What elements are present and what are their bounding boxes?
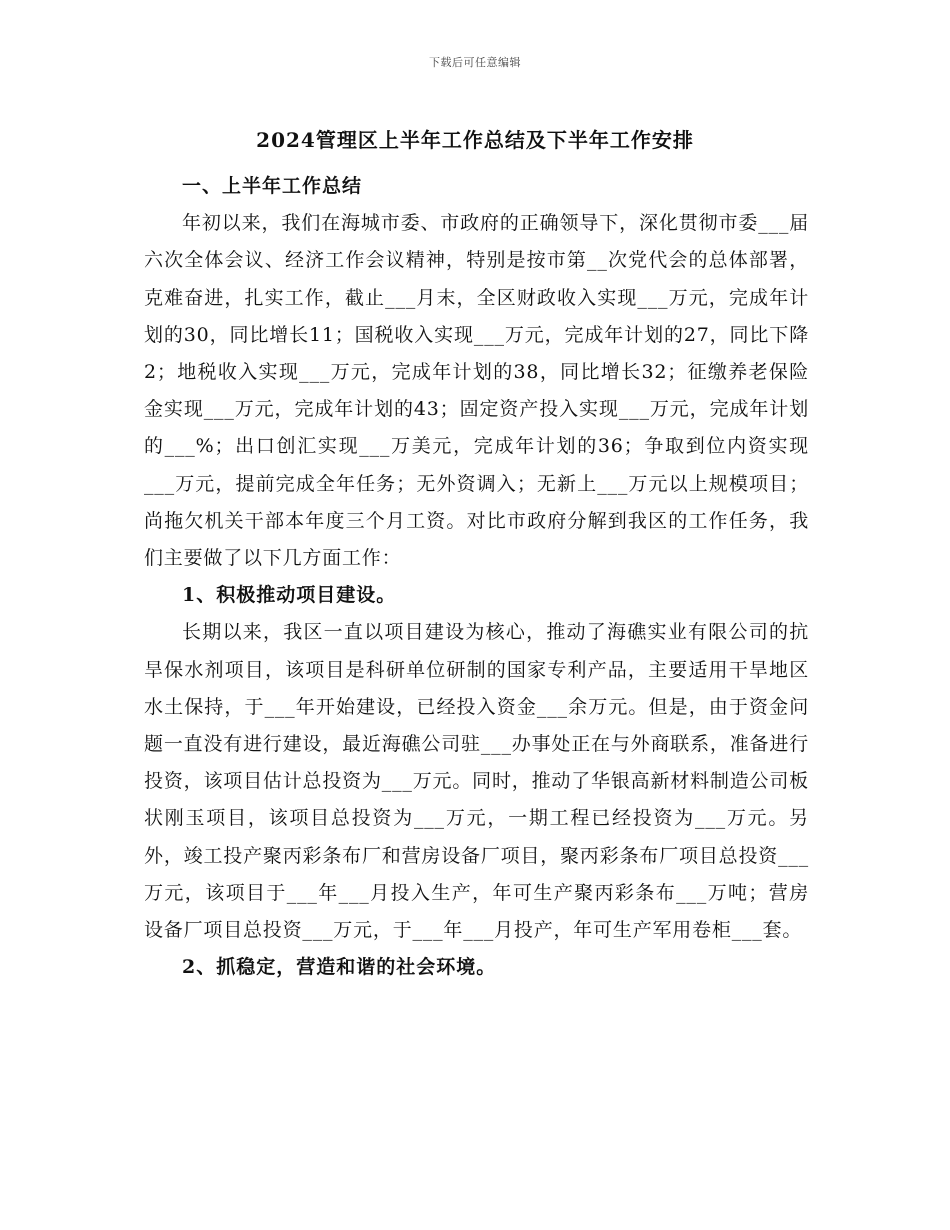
section-heading-summary: 一、上半年工作总结 (182, 175, 363, 197)
paragraph-overview: 年初以来，我们在海城市委、市政府的正确领导下，深化贯彻市委___届六次全体会议、经济工作会议精神，特别是按市第__次党代会的总体部署，克难奋进，扎实工作，截止___月末，全区财政收入实现___万元，完成年计划的30，同比增长11；国税收入实现___万元，完成年计划的27，同比下降2；地税收入实现___万元，完成年计划的38，同比增长32；征缴养老保险金实现___万元，完成年计划的43；固定资产投入实现___万元，完成年计划的___%；出口创汇实现___万美元，完成年计划的36；争取到位内资实现___万元，提前完成全年任务；无外资调入；无新上___万元以上规模项目；尚拖欠机关干部本年度三个月工资。对比市政府分解到我区的工作任务，我们主要做了以下几方面工作： (144, 212, 809, 570)
document-body (144, 168, 809, 986)
subheading-project-construction: 1、积极推动项目建设。 (182, 584, 397, 607)
subheading-stability: 2、抓稳定，营造和谐的社会环境。 (182, 956, 497, 979)
page-title: 2024管理区上半年工作总结及下半年工作安排 (256, 128, 694, 152)
header-note: 下载后可任意编辑 (429, 56, 521, 69)
paragraph-projects: 长期以来，我区一直以项目建设为核心，推动了海礁实业有限公司的抗旱保水剂项目，该项目是科研单位研制的国家专利产品，主要适用干旱地区水土保持，于___年开始建设，已经投入资金___余万元。但是，由于资金问题一直没有进行建设，最近海礁公司驻___办事处正在与外商联系，准备进行投资，该项目估计总投资为___万元。同时，推动了华银高新材料制造公司板状刚玉项目，该项目总投资为___万元，一期工程已经投资为___万元。另外，竣工投产聚丙彩条布厂和营房设备厂项目，聚丙彩条布厂项目总投资___万元，该项目于___年___月投入生产，年可生产聚丙彩条布___万吨；营房设备厂项目总投资___万元，于___年___月投产，年可生产军用卷柜___套。 (144, 621, 809, 942)
